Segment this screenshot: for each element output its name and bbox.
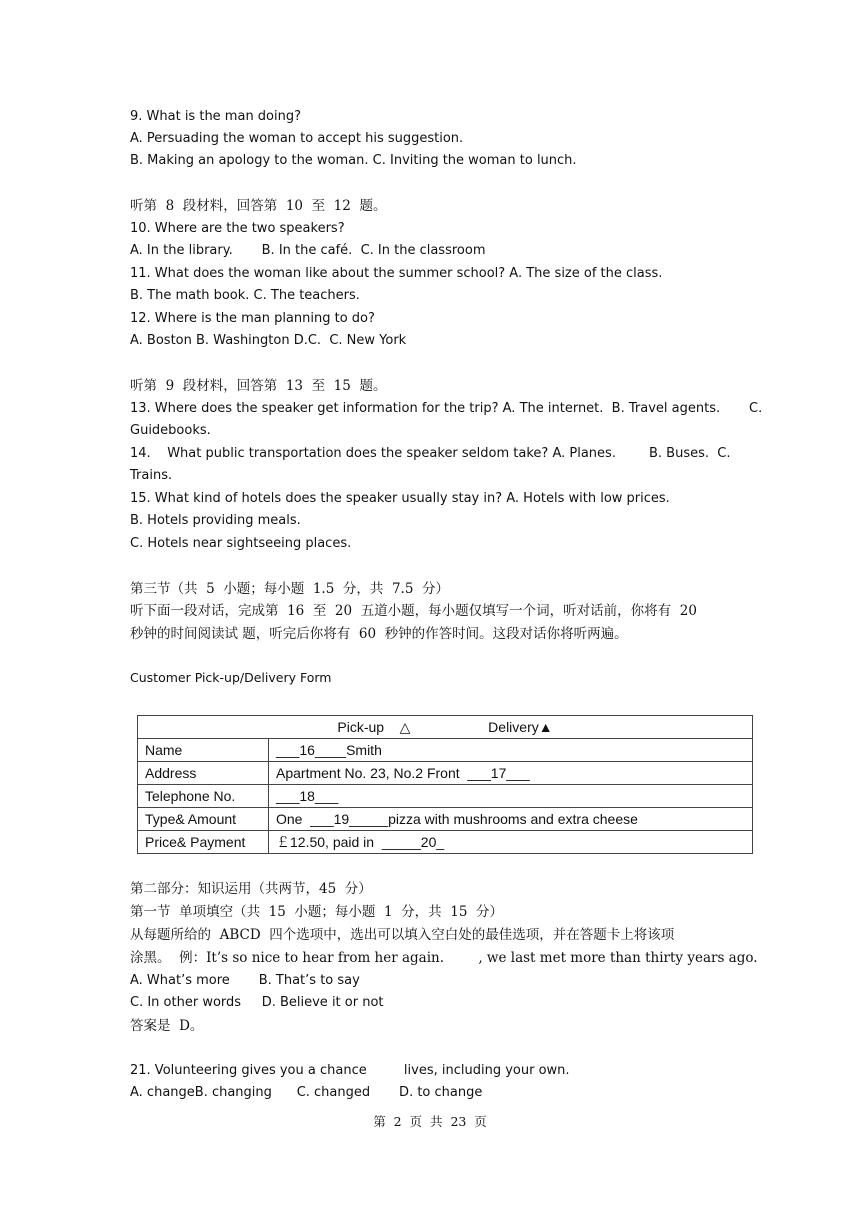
text-line: 涂黑。 例：It’s so nice to hear from her again. , we last met more than thirty years ago. — [130, 950, 758, 966]
text-line: 11. What does the woman like about the summer school? A. The size of the class. — [130, 266, 663, 281]
page-footer: 第 2 页 共 23 页 — [373, 1114, 487, 1129]
text-line: 答案是 D。 — [130, 1018, 204, 1034]
form-row — [138, 785, 753, 808]
form-header-row — [138, 716, 753, 739]
text-line: B. Hotels providing meals. — [130, 513, 301, 528]
text-line: 15. What kind of hotels does the speaker usually stay in? A. Hotels with low prices. — [130, 491, 670, 506]
text-line: A. What’s more B. That’s to say — [130, 973, 360, 988]
form-label: Address — [138, 762, 269, 785]
text-line: A. Persuading the woman to accept his suggestion. — [130, 131, 464, 146]
text-line: B. Making an apology to the woman. C. Inviting the woman to lunch. — [130, 153, 577, 168]
delivery-form-table — [137, 715, 753, 854]
form-label: Name — [138, 739, 269, 762]
form-label: Price& Payment — [138, 831, 269, 854]
text-line: 14. What public transportation does the speaker seldom take? A. Planes. B. Buses. C. — [130, 446, 731, 461]
form-value: ￡12.50, paid in _____20_ — [269, 831, 753, 854]
text-line: B. The math book. C. The teachers. — [130, 288, 360, 303]
text-line: 听第 9 段材料，回答第 13 至 15 题。 — [130, 378, 387, 394]
form-value: Apartment No. 23, No.2 Front ___17___ — [269, 762, 753, 785]
text-line: Trains. — [130, 468, 173, 483]
form-label: Type& Amount — [138, 808, 269, 831]
form-label: Telephone No. — [138, 785, 269, 808]
form-value: One ___19_____pizza with mushrooms and extra cheese — [269, 808, 753, 831]
form-row — [138, 762, 753, 785]
text-line: 听第 8 段材料，回答第 10 至 12 题。 — [130, 198, 387, 214]
text-line: Guidebooks. — [130, 423, 211, 438]
form-row — [138, 739, 753, 762]
form-row — [138, 831, 753, 854]
form-row — [138, 808, 753, 831]
text-line: 21. Volunteering gives you a chance lives, including your own. — [130, 1063, 570, 1078]
text-line: 从每题所给的 ABCD 四个选项中，选出可以填入空白处的最佳选项，并在答题卡上将该项 — [130, 927, 675, 943]
text-line: 13. Where does the speaker get information for the trip? A. The internet. B. Travel agents. C. — [130, 401, 763, 416]
text-line: 第一节 单项填空（共 15 小题；每小题 1 分，共 15 分） — [130, 904, 504, 920]
text-line: C. Hotels near sightseeing places. — [130, 536, 352, 551]
text-line: A. changeB. changing C. changed D. to change — [130, 1085, 483, 1100]
text-line: 秒钟的时间阅读试 题，听完后你将有 60 秒钟的作答时间。这段对话你将听两遍。 — [130, 626, 628, 642]
text-line: C. In other words D. Believe it or not — [130, 995, 384, 1010]
text-line: A. Boston B. Washington D.C. C. New York — [130, 333, 407, 348]
form-title: Customer Pick-up/Delivery Form — [130, 670, 332, 685]
text-line: A. In the library. B. In the café. C. In the classroom — [130, 243, 486, 258]
text-line: 10. Where are the two speakers? — [130, 221, 345, 236]
form-value: ___16____Smith — [269, 739, 753, 762]
text-line: 第二部分：知识运用（共两节，45 分） — [130, 881, 372, 897]
text-line: 9. What is the man doing? — [130, 109, 302, 124]
form-header-cell: Pick-up △ Delivery▲ — [138, 716, 753, 739]
form-value: ___18___ — [269, 785, 753, 808]
text-line: 听下面一段对话，完成第 16 至 20 五道小题，每小题仅填写一个词，听对话前，你将有 20 — [130, 603, 697, 619]
text-line: 12. Where is the man planning to do? — [130, 311, 375, 326]
text-line: 第三节（共 5 小题；每小题 1.5 分，共 7.5 分） — [130, 581, 450, 597]
